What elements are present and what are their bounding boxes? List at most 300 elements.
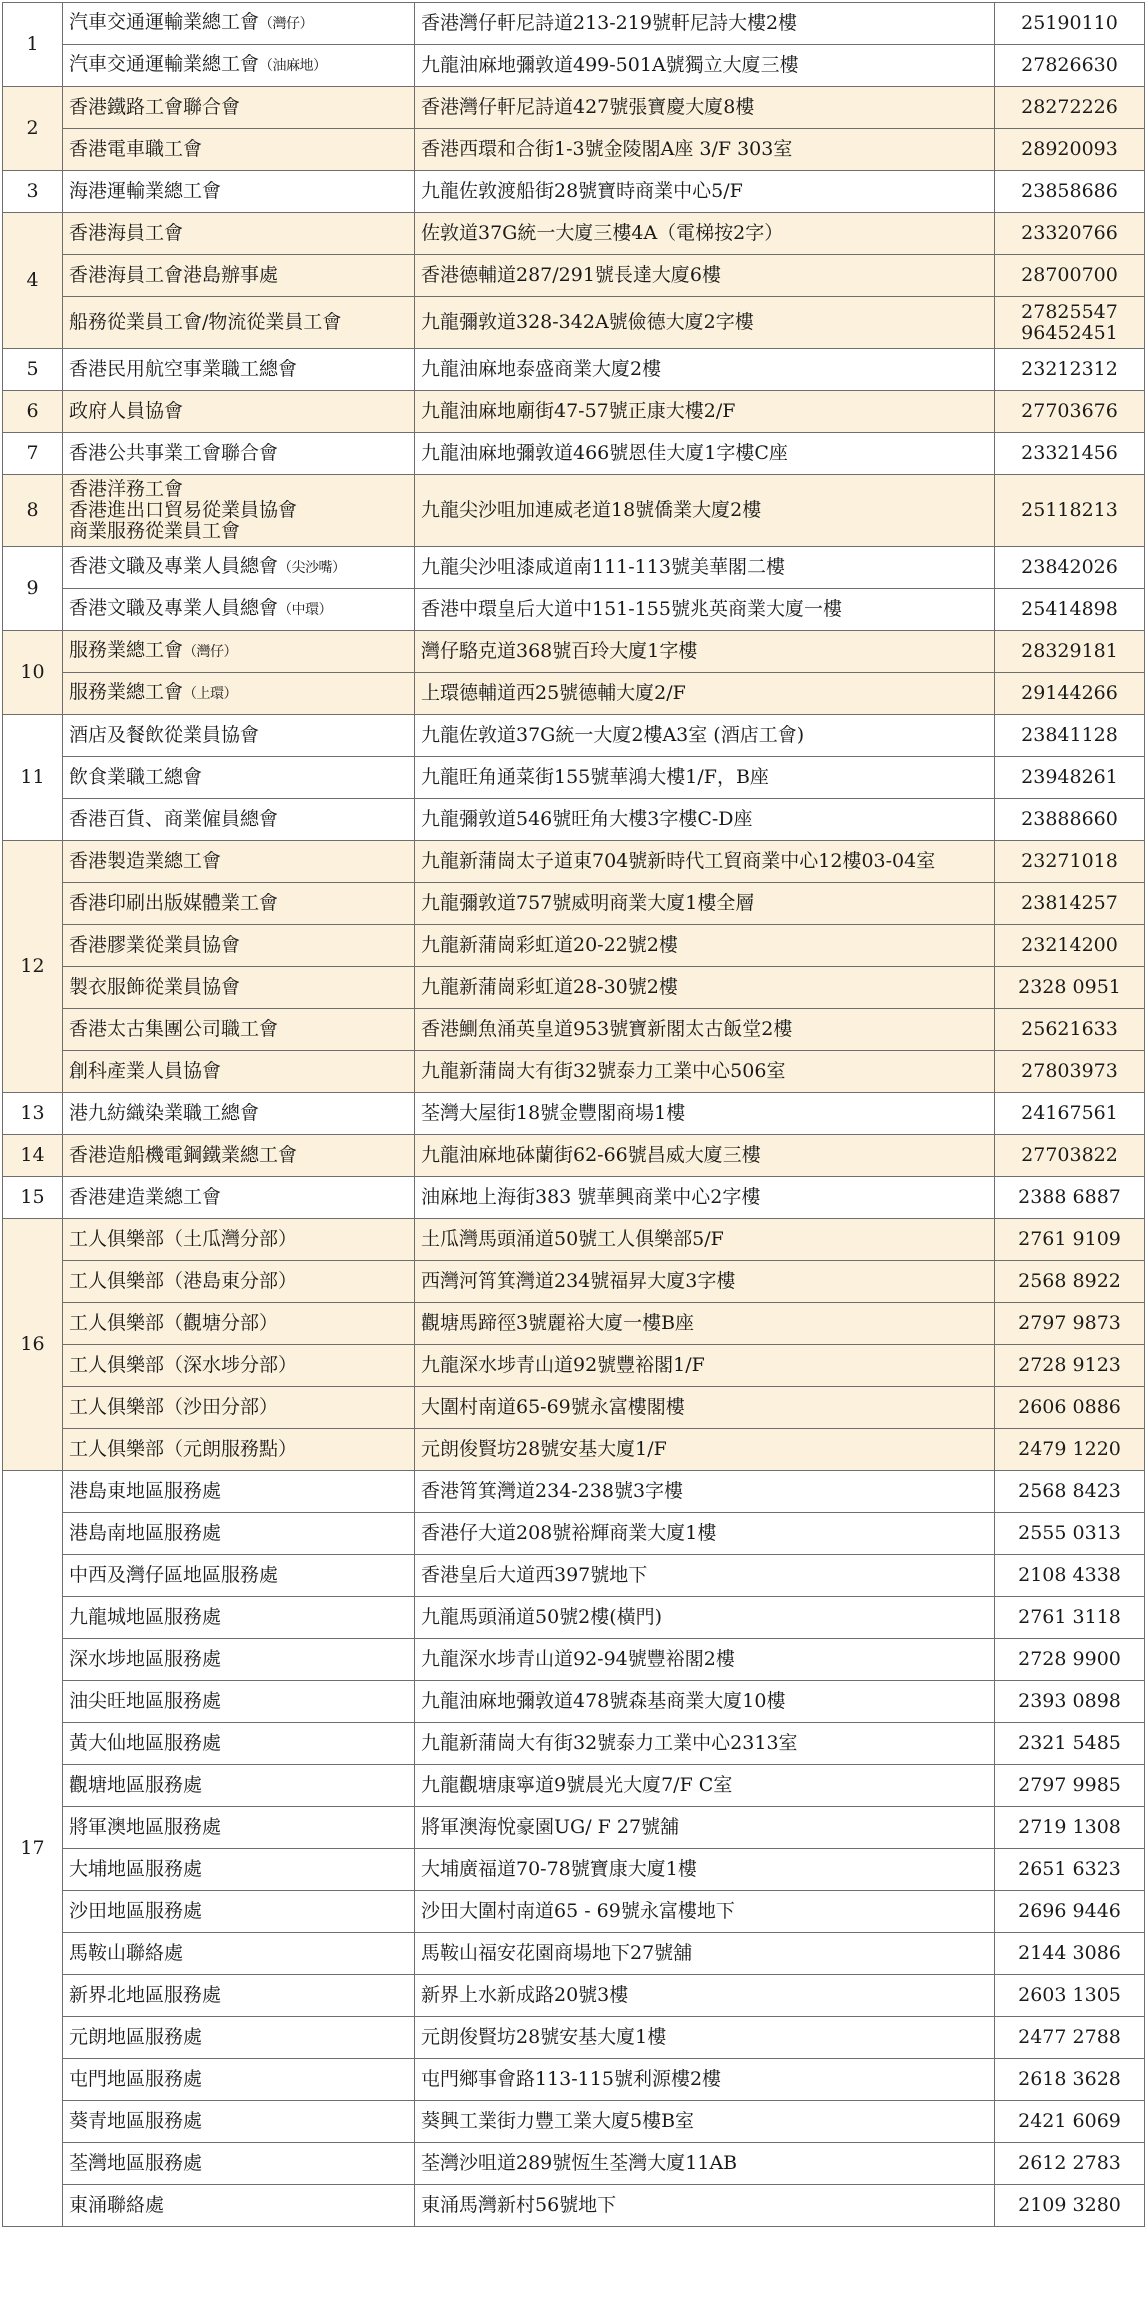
union-name-cell xyxy=(63,1807,415,1849)
phone-number: 2388 6887 xyxy=(1018,1186,1121,1208)
phone-cell xyxy=(995,1639,1145,1681)
phone-number: 25118213 xyxy=(1021,499,1118,521)
phone-number: 2728 9123 xyxy=(1018,1354,1121,1376)
phone-cell xyxy=(995,1009,1145,1051)
phone-cell xyxy=(995,1429,1145,1471)
union-name-cell xyxy=(63,391,415,433)
union-name-cell xyxy=(63,2101,415,2143)
group-number: 14 xyxy=(3,1135,63,1177)
union-name-cell xyxy=(63,1051,415,1093)
phone-number: 23321456 xyxy=(1021,442,1118,464)
phone-cell xyxy=(995,2059,1145,2101)
union-name: 深水埗地區服務處 xyxy=(69,1648,222,1670)
phone-number: 25414898 xyxy=(1021,598,1118,620)
union-name: 元朗地區服務處 xyxy=(69,2026,203,2048)
table-row xyxy=(3,2059,1145,2101)
union-name: 工人俱樂部（沙田分部） xyxy=(69,1396,279,1418)
phone-cell xyxy=(995,883,1145,925)
phone-cell xyxy=(995,129,1145,171)
table-row xyxy=(3,757,1145,799)
union-name: 香港膠業從業員協會 xyxy=(69,934,241,956)
table-row xyxy=(3,967,1145,1009)
union-name-cell xyxy=(63,433,415,475)
branch-note: （灣仔） xyxy=(259,16,314,32)
union-name-cell xyxy=(63,1177,415,1219)
phone-cell xyxy=(995,1093,1145,1135)
union-name-cell xyxy=(63,1387,415,1429)
table-row xyxy=(3,547,1145,589)
phone-cell xyxy=(995,3,1145,45)
group-number: 10 xyxy=(3,631,63,715)
phone-cell xyxy=(995,475,1145,547)
phone-cell xyxy=(995,715,1145,757)
phone-number: 25621633 xyxy=(1021,1018,1118,1040)
union-name: 港島南地區服務處 xyxy=(69,1522,222,1544)
address-cell: 觀塘馬蹄徑3號麗裕大廈一樓B座 xyxy=(415,1303,995,1345)
table-row xyxy=(3,171,1145,213)
table-row xyxy=(3,1849,1145,1891)
address-cell: 九龍油麻地泰盛商業大廈2樓 xyxy=(415,349,995,391)
table-row xyxy=(3,433,1145,475)
group-number: 5 xyxy=(3,349,63,391)
address-cell: 九龍油麻地廟街47-57號正康大樓2/F xyxy=(415,391,995,433)
table-row xyxy=(3,1177,1145,1219)
phone-number: 28920093 xyxy=(1021,138,1118,160)
phone-cell xyxy=(995,1177,1145,1219)
address-cell: 香港灣仔軒尼詩道427號張寶慶大廈8樓 xyxy=(415,87,995,129)
group-number: 1 xyxy=(3,3,63,87)
table-row xyxy=(3,2101,1145,2143)
address-cell: 土瓜灣馬頭涌道50號工人俱樂部5/F xyxy=(415,1219,995,1261)
table-row xyxy=(3,1597,1145,1639)
table-row xyxy=(3,1387,1145,1429)
group-number: 4 xyxy=(3,213,63,349)
group-number: 12 xyxy=(3,841,63,1093)
group-number: 17 xyxy=(3,1471,63,2227)
address-cell: 九龍新蒲崗彩虹道28-30號2樓 xyxy=(415,967,995,1009)
address-cell: 九龍彌敦道757號威明商業大廈1樓全層 xyxy=(415,883,995,925)
address-cell: 九龍佐敦道37G統一大廈2樓A3室 (酒店工會) xyxy=(415,715,995,757)
address-cell: 九龍彌敦道328-342A號儉德大廈2字樓 xyxy=(415,297,995,349)
union-name: 政府人員協會 xyxy=(69,400,184,422)
phone-number: 25190110 xyxy=(1021,12,1118,34)
union-name: 創科產業人員協會 xyxy=(69,1060,222,1082)
phone-number: 2321 5485 xyxy=(1018,1732,1121,1754)
union-name-cell xyxy=(63,1429,415,1471)
union-name: 服務業總工會 xyxy=(69,681,184,703)
phone-cell xyxy=(995,349,1145,391)
union-name: 中西及灣仔區地區服務處 xyxy=(69,1564,279,1586)
phone-cell xyxy=(995,2017,1145,2059)
union-name-cell xyxy=(63,1555,415,1597)
table-row xyxy=(3,1807,1145,1849)
address-cell: 馬鞍山福安花園商場地下27號舖 xyxy=(415,1933,995,1975)
union-name: 香港文職及專業人員總會 xyxy=(69,597,279,619)
address-cell: 九龍深水埗青山道92號豐裕閣1/F xyxy=(415,1345,995,1387)
phone-cell xyxy=(995,1345,1145,1387)
address-cell: 九龍油麻地彌敦道478號森基商業大廈10樓 xyxy=(415,1681,995,1723)
table-row xyxy=(3,883,1145,925)
table-row xyxy=(3,1261,1145,1303)
phone-cell xyxy=(995,2101,1145,2143)
union-name-cell xyxy=(63,2143,415,2185)
phone-cell xyxy=(995,1597,1145,1639)
union-name: 工人俱樂部（土瓜灣分部） xyxy=(69,1228,298,1250)
address-cell: 九龍觀塘康寧道9號晨光大廈7/F C室 xyxy=(415,1765,995,1807)
phone-cell xyxy=(995,1765,1145,1807)
union-name-cell xyxy=(63,1471,415,1513)
union-name: 葵青地區服務處 xyxy=(69,2110,203,2132)
phone-number: 29144266 xyxy=(1021,682,1118,704)
union-name: 工人俱樂部（觀塘分部） xyxy=(69,1312,279,1334)
union-name-cell xyxy=(63,715,415,757)
address-cell: 佐敦道37G統一大廈三樓4A（電梯按2字） xyxy=(415,213,995,255)
address-cell: 九龍新蒲崗彩虹道20-22號2樓 xyxy=(415,925,995,967)
phone-cell xyxy=(995,1135,1145,1177)
address-cell: 新界上水新成路20號3樓 xyxy=(415,1975,995,2017)
phone-number: 23842026 xyxy=(1021,556,1118,578)
address-cell: 九龍新蒲崗太子道東704號新時代工貿商業中心12樓03-04室 xyxy=(415,841,995,883)
union-name-cell xyxy=(63,799,415,841)
phone-cell xyxy=(995,433,1145,475)
address-cell: 香港西環和合街1-3號金陵閣A座 3/F 303室 xyxy=(415,129,995,171)
table-row xyxy=(3,1135,1145,1177)
phone-cell xyxy=(995,799,1145,841)
table-row xyxy=(3,2017,1145,2059)
group-number: 3 xyxy=(3,171,63,213)
address-cell: 九龍尖沙咀漆咸道南111-113號美華閣二樓 xyxy=(415,547,995,589)
union-name: 觀塘地區服務處 xyxy=(69,1774,203,1796)
phone-cell xyxy=(995,255,1145,297)
union-name-cell xyxy=(63,1933,415,1975)
union-name: 九龍城地區服務處 xyxy=(69,1606,222,1628)
table-row xyxy=(3,1891,1145,1933)
phone-number: 27826630 xyxy=(1021,54,1118,76)
branch-note: （尖沙嘴） xyxy=(278,560,346,576)
union-name: 香港太古集團公司職工會 xyxy=(69,1018,279,1040)
phone-cell xyxy=(995,171,1145,213)
phone-cell xyxy=(995,1051,1145,1093)
table-row xyxy=(3,129,1145,171)
phone-number: 96452451 xyxy=(1021,321,1118,344)
address-cell: 九龍油麻地彌敦道466號恩佳大廈1字樓C座 xyxy=(415,433,995,475)
phone-cell xyxy=(995,1555,1145,1597)
union-name-cell xyxy=(63,2185,415,2227)
table-row xyxy=(3,475,1145,547)
group-number: 2 xyxy=(3,87,63,171)
table-row xyxy=(3,3,1145,45)
table-row xyxy=(3,255,1145,297)
union-name-cell xyxy=(63,757,415,799)
union-name: 香港建造業總工會 xyxy=(69,1186,222,1208)
union-name-cell xyxy=(63,45,415,87)
address-cell: 元朗俊賢坊28號安基大廈1樓 xyxy=(415,2017,995,2059)
phone-cell xyxy=(995,1387,1145,1429)
phone-number: 2719 1308 xyxy=(1018,1816,1121,1838)
union-name: 服務業總工會 xyxy=(69,639,184,661)
union-name: 港島東地區服務處 xyxy=(69,1480,222,1502)
union-name-cell xyxy=(63,1849,415,1891)
phone-number: 23888660 xyxy=(1021,808,1118,830)
union-name: 汽車交通運輸業總工會 xyxy=(69,53,260,75)
union-name: 新界北地區服務處 xyxy=(69,1984,222,2006)
address-cell: 九龍深水埗青山道92-94號豐裕閣2樓 xyxy=(415,1639,995,1681)
phone-cell xyxy=(995,757,1145,799)
address-cell: 將軍澳海悅豪園UG/ F 27號舖 xyxy=(415,1807,995,1849)
phone-number: 2109 3280 xyxy=(1018,2194,1121,2216)
table-row xyxy=(3,589,1145,631)
phone-number: 24167561 xyxy=(1021,1102,1118,1124)
table-row xyxy=(3,1765,1145,1807)
union-name: 將軍澳地區服務處 xyxy=(69,1816,222,1838)
union-name: 荃灣地區服務處 xyxy=(69,2152,203,2174)
union-name-cell xyxy=(63,1135,415,1177)
table-row xyxy=(3,1093,1145,1135)
address-cell: 荃灣沙咀道289號恆生荃灣大廈11AB xyxy=(415,2143,995,2185)
union-name-cell xyxy=(63,631,415,673)
table-row xyxy=(3,297,1145,349)
address-cell: 九龍旺角通菜街155號華鴻大樓1/F，B座 xyxy=(415,757,995,799)
address-cell: 九龍尖沙咀加連威老道18號僑業大廈2樓 xyxy=(415,475,995,547)
union-name-cell xyxy=(63,349,415,391)
union-name: 工人俱樂部（元朗服務點） xyxy=(69,1438,298,1460)
phone-number: 2568 8423 xyxy=(1018,1480,1121,1502)
phone-cell xyxy=(995,1303,1145,1345)
union-name-cell xyxy=(63,547,415,589)
union-name: 香港文職及專業人員總會 xyxy=(69,555,279,577)
union-name: 香港洋務工會 xyxy=(69,478,184,500)
phone-number: 2761 9109 xyxy=(1018,1228,1121,1250)
table-row xyxy=(3,1009,1145,1051)
union-name: 工人俱樂部（深水埗分部） xyxy=(69,1354,298,1376)
union-name-cell xyxy=(63,1891,415,1933)
union-name-cell xyxy=(63,1597,415,1639)
table-row xyxy=(3,2143,1145,2185)
branch-note: （上環） xyxy=(183,686,238,702)
table-row xyxy=(3,715,1145,757)
union-name: 製衣服飾從業員協會 xyxy=(69,976,241,998)
phone-number: 2568 8922 xyxy=(1018,1270,1121,1292)
union-name-cell xyxy=(63,1513,415,1555)
union-name-cell xyxy=(63,1093,415,1135)
union-name-cell xyxy=(63,1303,415,1345)
union-name-cell xyxy=(63,213,415,255)
union-name-cell xyxy=(63,883,415,925)
address-cell: 油麻地上海街383 號華興商業中心2字樓 xyxy=(415,1177,995,1219)
union-name: 黃大仙地區服務處 xyxy=(69,1732,222,1754)
phone-number: 2606 0886 xyxy=(1018,1396,1121,1418)
phone-number: 23271018 xyxy=(1021,850,1118,872)
phone-cell xyxy=(995,1261,1145,1303)
address-cell: 香港鰂魚涌英皇道953號寶新閣太古飯堂2樓 xyxy=(415,1009,995,1051)
phone-number: 27825547 xyxy=(1021,300,1118,323)
union-name-cell xyxy=(63,673,415,715)
union-name-cell xyxy=(63,171,415,213)
table-row xyxy=(3,349,1145,391)
address-cell: 九龍佐敦渡船街28號寶時商業中心5/F xyxy=(415,171,995,213)
union-name-cell xyxy=(63,2017,415,2059)
phone-cell xyxy=(995,1723,1145,1765)
phone-cell xyxy=(995,1513,1145,1555)
address-cell: 九龍油麻地彌敦道499-501A號獨立大廈三樓 xyxy=(415,45,995,87)
address-cell: 香港灣仔軒尼詩道213-219號軒尼詩大樓2樓 xyxy=(415,3,995,45)
table-row xyxy=(3,1345,1145,1387)
address-cell: 上環德輔道西25號德輔大廈2/F xyxy=(415,673,995,715)
table-row xyxy=(3,45,1145,87)
table-row xyxy=(3,1471,1145,1513)
phone-cell xyxy=(995,1807,1145,1849)
phone-number: 2761 3118 xyxy=(1018,1606,1121,1628)
union-name-cell xyxy=(63,2059,415,2101)
phone-number: 2479 1220 xyxy=(1018,1438,1121,1460)
union-name: 香港海員工會港島辦事處 xyxy=(69,264,279,286)
table-row xyxy=(3,673,1145,715)
group-number: 7 xyxy=(3,433,63,475)
group-number: 11 xyxy=(3,715,63,841)
union-name: 香港鐵路工會聯合會 xyxy=(69,96,241,118)
union-name: 大埔地區服務處 xyxy=(69,1858,203,1880)
phone-cell xyxy=(995,1933,1145,1975)
table-row xyxy=(3,1639,1145,1681)
address-cell: 香港筲箕灣道234-238號3字樓 xyxy=(415,1471,995,1513)
address-cell: 九龍新蒲崗大有街32號泰力工業中心506室 xyxy=(415,1051,995,1093)
union-name: 商業服務從業員工會 xyxy=(69,520,241,542)
phone-number: 2421 6069 xyxy=(1018,2110,1121,2132)
phone-number: 28272226 xyxy=(1021,96,1118,118)
union-name-cell xyxy=(63,1723,415,1765)
table-row xyxy=(3,1681,1145,1723)
address-cell: 東涌馬灣新村56號地下 xyxy=(415,2185,995,2227)
phone-cell xyxy=(995,673,1145,715)
phone-cell xyxy=(995,1891,1145,1933)
branch-note: （灣仔） xyxy=(183,644,238,660)
union-name: 香港印刷出版媒體業工會 xyxy=(69,892,279,914)
phone-number: 23814257 xyxy=(1021,892,1118,914)
union-name: 屯門地區服務處 xyxy=(69,2068,203,2090)
phone-number: 27803973 xyxy=(1021,1060,1118,1082)
union-name-cell xyxy=(63,1975,415,2017)
union-name-cell xyxy=(63,297,415,349)
address-cell: 九龍油麻地砵蘭街62-66號昌威大廈三樓 xyxy=(415,1135,995,1177)
table-row xyxy=(3,799,1145,841)
group-number: 6 xyxy=(3,391,63,433)
phone-cell xyxy=(995,297,1145,349)
phone-cell xyxy=(995,631,1145,673)
address-cell: 灣仔駱克道368號百玲大廈1字樓 xyxy=(415,631,995,673)
phone-cell xyxy=(995,2143,1145,2185)
phone-cell xyxy=(995,1849,1145,1891)
phone-cell xyxy=(995,547,1145,589)
phone-number: 28329181 xyxy=(1021,640,1118,662)
table-row xyxy=(3,925,1145,967)
phone-cell xyxy=(995,45,1145,87)
group-number: 13 xyxy=(3,1093,63,1135)
union-name: 船務從業員工會/物流從業員工會 xyxy=(69,311,342,333)
group-number: 15 xyxy=(3,1177,63,1219)
table-row xyxy=(3,213,1145,255)
phone-number: 2108 4338 xyxy=(1018,1564,1121,1586)
union-name: 香港造船機電鋼鐵業總工會 xyxy=(69,1144,298,1166)
union-name-cell xyxy=(63,1765,415,1807)
table-row xyxy=(3,391,1145,433)
address-cell: 沙田大圍村南道65 - 69號永富樓地下 xyxy=(415,1891,995,1933)
phone-number: 23948261 xyxy=(1021,766,1118,788)
union-directory-table xyxy=(2,2,1145,2227)
union-name-cell xyxy=(63,1261,415,1303)
union-name-cell xyxy=(63,129,415,171)
phone-cell xyxy=(995,967,1145,1009)
table-row xyxy=(3,1513,1145,1555)
phone-number: 2477 2788 xyxy=(1018,2026,1121,2048)
address-cell: 香港德輔道287/291號長達大廈6樓 xyxy=(415,255,995,297)
union-name-cell xyxy=(63,1219,415,1261)
union-name-cell xyxy=(63,475,415,547)
phone-number: 2728 9900 xyxy=(1018,1648,1121,1670)
address-cell: 九龍馬頭涌道50號2樓(橫門) xyxy=(415,1597,995,1639)
union-name: 香港公共事業工會聯合會 xyxy=(69,442,279,464)
phone-cell xyxy=(995,87,1145,129)
table-row xyxy=(3,1429,1145,1471)
union-name: 飲食業職工總會 xyxy=(69,766,203,788)
union-name: 沙田地區服務處 xyxy=(69,1900,203,1922)
table-row xyxy=(3,2185,1145,2227)
phone-cell xyxy=(995,925,1145,967)
phone-number: 23858686 xyxy=(1021,180,1118,202)
phone-number: 2603 1305 xyxy=(1018,1984,1121,2006)
phone-number: 2651 6323 xyxy=(1018,1858,1121,1880)
union-name-cell xyxy=(63,1639,415,1681)
union-name: 油尖旺地區服務處 xyxy=(69,1690,222,1712)
table-row xyxy=(3,1975,1145,2017)
phone-number: 23212312 xyxy=(1021,358,1118,380)
address-cell: 香港中環皇后大道中151-155號兆英商業大廈一樓 xyxy=(415,589,995,631)
table-row xyxy=(3,1723,1145,1765)
phone-number: 23320766 xyxy=(1021,222,1118,244)
address-cell: 香港仔大道208號裕輝商業大廈1樓 xyxy=(415,1513,995,1555)
union-name: 工人俱樂部（港島東分部） xyxy=(69,1270,298,1292)
address-cell: 九龍新蒲崗大有街32號泰力工業中心2313室 xyxy=(415,1723,995,1765)
table-row xyxy=(3,631,1145,673)
phone-cell xyxy=(995,1471,1145,1513)
address-cell: 西灣河筲箕灣道234號福昇大廈3字樓 xyxy=(415,1261,995,1303)
phone-number: 23841128 xyxy=(1021,724,1118,746)
table-row xyxy=(3,87,1145,129)
union-name-cell xyxy=(63,87,415,129)
union-name-cell xyxy=(63,1009,415,1051)
phone-cell xyxy=(995,589,1145,631)
table-row xyxy=(3,1051,1145,1093)
union-name: 港九紡織染業職工總會 xyxy=(69,1102,260,1124)
union-name: 汽車交通運輸業總工會 xyxy=(69,11,260,33)
phone-cell xyxy=(995,1219,1145,1261)
union-name: 香港民用航空事業職工總會 xyxy=(69,358,298,380)
phone-number: 27703822 xyxy=(1021,1144,1118,1166)
address-cell: 葵興工業街力豐工業大廈5樓B室 xyxy=(415,2101,995,2143)
union-name: 香港海員工會 xyxy=(69,222,184,244)
union-name: 東涌聯絡處 xyxy=(69,2194,165,2216)
union-name: 香港電車職工會 xyxy=(69,138,203,160)
table-row xyxy=(3,1933,1145,1975)
address-cell: 元朗俊賢坊28號安基大廈1/F xyxy=(415,1429,995,1471)
group-number: 9 xyxy=(3,547,63,631)
union-name: 香港進出口貿易從業員協會 xyxy=(69,499,298,521)
address-cell: 大圍村南道65-69號永富樓閣樓 xyxy=(415,1387,995,1429)
phone-cell xyxy=(995,213,1145,255)
group-number: 8 xyxy=(3,475,63,547)
address-cell: 大埔廣福道70-78號寶康大廈1樓 xyxy=(415,1849,995,1891)
union-name: 馬鞍山聯絡處 xyxy=(69,1942,184,1964)
union-name: 香港製造業總工會 xyxy=(69,850,222,872)
